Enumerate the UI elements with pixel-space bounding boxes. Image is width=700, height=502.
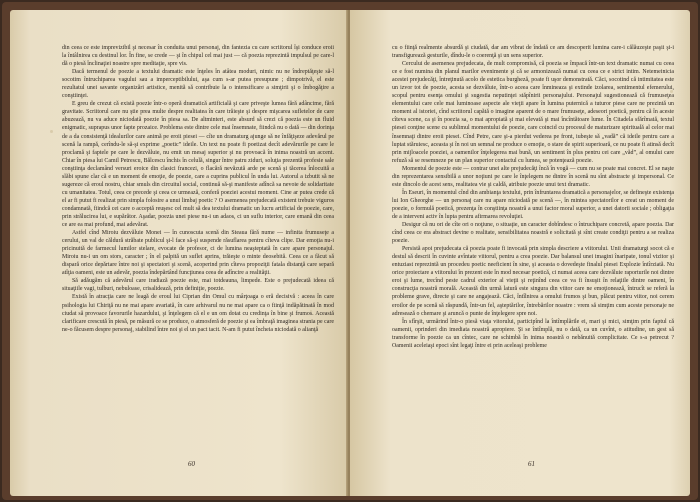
paper-speck (50, 130, 53, 133)
paragraph: Persistă apoi prejudecata că poezia poate fi invocată prin simpla descriere a viitorului. Unii dramaturgi socot că e destul să descrii în cuvinte avîntate viitorul, pentru a crea poezie. Dar balansul unei imagini înaripate, tonul vizitor şi entuziast reprezintă un procedeu poetic neeficient în sine, şi aceasta o dovedeşte finalul piesei Explozie întîrziată. Nu orice proiectare a viitorului în prezent este în mod necesar poetică, ci numai aceea care dezvăluie raporturile noi dintre eroi şi lume, trecînd peste cadrul exterior al vieţii şi reţinînd ceea ce va fi însuşit în relaţiile dintre oameni, în construcţia noastră morală. Această din urmă latură este singura din viitor care ne emoţionează, întrucît se referă la probleme grave, directe şi care ne angajează. Căci, întîlnirea a omului frumos şi bun, plăcut pentru viitor, noi cerem eroilor de pe scenă să răspundă, într-un fel, aşteptărilor, întrebărilor noastre : vrem să simţim cum aceste personaje ne adresează o chemare şi aruncă o punte de înţelegere spre noi. (392, 246, 674, 317)
left-page-text (62, 44, 334, 334)
paragraph: În sfîrşit, urmărind într-o piesă viaţa vitorului, participînd la întîmplările ei, mari şi mici, simţim prin faptul că oamenii, oprinderi din imediata noastră apropiere. Şi se întîmplă, nu o dată, ca un cuvînt, o atitudine, un gest să transforme în poezie ca un cîntec, care ne schimbă în inima noastră o nebănuită complicitate. Ce s-a petrecut ? Oamenii aceleiaşi epoci sînt legaţi între ei prin aceleaşi probleme (392, 318, 674, 349)
paragraph: E greu de crezut că există poezie într-o operă dramatică artificială şi care priveşte lumea fără adâncime, fără gravitate. Scriitorul care nu ştie prea multe despre realitatea în care trăieşte şi despre mişcarea sufletelor de care abuzează, nu va aduce niciodată poezie în piesa sa. De altminteri, este absurd să crezi că poezia este un fluid enigmatic, suprapus unor fapte prozaice. Problema este dintre cele mai însemnate, fiindcă nu o dată — din dorinţa de a da consistenţă idealurilor care animă pe eroii piesei — cîte un dramaturg ajunge să ne înfăţişeze adevărul pe scenă la rampă, cerîndu-le să-şi exprime „poetic” ideile. Un text nu poate fi poetizat decît adevărurile pe care le proclamă şi faptele pe care le dezvăluie, nu emit un mesaj superior şi nu provoacă în inima noastră un accent. Chiar în piesa lui Camil Petrescu, Bălcescu închis în celulă, singur între patru ziduri, soluţia prezentă profesie sale conştiinţa declamând versuri eroice din clasici francezi, o flacără nevăzută arde pe scenă şi tăcerea înlocuită a slăbi spune clar că e un moment de emoţie, de poezie, care a cuprins publicul în unda lui. Autorul a izbutit să ne sugereze că eroul nostru, chiar smuls din circuitul social, continuă să-şi manifeste adîncă sa nevoie de solidaritate cu umanitatea. Totul, ceea ce precede şi ceea ce urmează, conferă poeziei acestui moment. Cine ar putea crede că el ar fi putut fi realizat prin simpla folosire a unui limbaj poetic ? O asemenea prejudecată existent trebuie viguros condamnată, fiindcă cei care o acceptă reuşesc cel mult să dea textului dramatic un lucru artificial de poezie, care, prin strălucirea lui, e supărător. Aşadar, poezia unei piese nu-i un adaos, ci un suflu interior, care emană din ceea ce are ea mai profund, mai adevărat. (62, 101, 334, 229)
page-number-left: 60 (188, 460, 195, 468)
paragraph: Cercului de asemenea prejudecata, de mult compromisă, că poezia se împacă într-un text dramatic numai cu ceea ce e fost numina din planul marilor evenimente şi că se armonizează numai cu ceea ce e strict intim. Netemeinicia acestei prejudecăţi, întreţinută acolo de estetica burgheză, poate fi uşor demonstrată. Căci, socotind că intimitatea este un izvor tot de poezie, acesta se dezvăluie, într-o aceea care înmineaza şi extinde izolarea, sentimentul efemerului, scopul pentru esenţa omului şi sugestia neputinţei stăpînirii personajului. Personajul sugestionează că frumuseţea elementului care cele mai luminoase aspecte ale vieţii apare în lumina puternică a tuturor piese care ne prezintă un moment al istoriei, cînd scriitorul capătă o imagine aparent de o mare frumuseţe, adeseori poetică, pentru că în aceste cîteva scene, ca şi în poezia sa, o mai apropiată şi mai elevată şi mai încîntătoare lume. În Citadela sfărîmată, textul piesei conţine scene cu sublimul momentului de poezie, care coincid cu procesul de maturizare spirituală al celor mai însemnaţi dintre eroii piesei. Cînd Petre, care şi-a pierdut vederea pe front, iubeşte să „vadă” că ideile pentru care a luptat stăruiesc, aceasta şi în noi un semnal ne produce o emoţie, o stare de spirit superioară, ce nu poate fi atinsă decît prin mijloacele poeziei, a oamenilor înţelegerea mai bună, un sentiment în plus pentru cei care „văd”, al omului care refuză să se resemneze pe un plan superior contactul cu lumea, se potenţează poezie. (392, 61, 674, 164)
right-page-text (392, 44, 674, 350)
paragraph: Există în atracţia care ne leagă de eroul lui Ciprian din Omul cu mârţoaga o eră decisivă : aceea în care psihologia lui Chiriţă nu ne mai apare avariată, în care arhivarul nu ne mai apare ca o fiinţă indăpătinată în mod ciudat să provoace favorurile hazardului, şi înţelegem că el e un om dotat cu credinţa în bine şi frumos. Această clarificare crescută în piesă, pe măsură ce se produce, o atmosferă de poezie şi ea îmbraţă imaginea strania pe care ne-o făcusem despre personaj, stabilind între noi şi el un pact tacit. N-am fi putut încheia niciodată o alianţă (62, 294, 334, 333)
page-number-right: 61 (528, 460, 535, 468)
book-spread (2, 2, 698, 500)
paragraph: În Eseuri, în momentul cînd din ambianţa textului, prin înfruntarea dramatică a personajelor, se defineşte existenţa lui Ion Gheorghe — un personaj care nu apare niciodată pe scenă —, în mintea spectatorilor e creat un moment de poezie, o formulă poetică, prezenţa în conştiinţa noastră a unui factor moral superior, a unei datorii sociale ; obligaţia de a interveni activ în lupta pentru afirmarea revoluţiei. (392, 189, 674, 220)
paragraph: din ceea ce este imprevizibil şi necesar în conduita unui personaj, din fantezia cu care scriitorul îşi conduce eroii la întâlnirea cu destinul lor. În fine, se crede — şi în chipul cel mai just — că poezia reprezintă impulsul pe care-l dă o piesă înclinaţiei noastre spre meditaţie, spre vis. (62, 45, 334, 68)
paragraph: Dacă termenul de poezie a textului dramatic este înţeles în atâtea moduri, nimic nu ne îndreptăţeşte să-l socotim întruchiparea vagului sau a imperceptibilului, aşa cum s-ar putea presupune ; dimpotrivă, el este rezultatul unei savante organizări artistice, menită să contribuie la o intensificare a simţirii şi o îmbogăţire a conştiinţei. (62, 69, 334, 100)
paragraph: Să adăugăm că adevărul care iradiază poezie este, mai totdeauna, limpede. Este o prejudecată ideea că situaţiile vagi, tulburi, nebuloase, crisalidează, prin definiţie, poezie. (62, 278, 334, 293)
paragraph: Momentul de poezie este — contrar unei alte prejudecăţi încă în vogă — cum nu se poate mai concret. El se naşte din reprezentarea sensibilă a unor noţiuni pe care le înţelegem ne dintre în scenă nu sînt abstracte şi impersonal. Ce este dincolo de acest sens, realitatea vie şi caldă, atribuie poezie unui text dramatic. (392, 165, 674, 188)
right-page (350, 10, 690, 496)
paragraph: Desigur că nu ori de cîte ori o noţiune, o situaţie, un caracter dobîndesc o întruchipare concretă, apare poezia. Dar cînd ceea ce era abstract devine o realitate, sensibilitatea noastră e solicitată şi sînt create condiţii pentru a se realiza poezie. (392, 222, 674, 245)
paragraph: Astfel cînd Miroiu dezvăluie Monei — în cunoscuta scenă din Steaua fără nume — infinita frumuseţe a cerului, un val de căldură străbate publicul şi-l face să-şi suspende răsuflarea pentru cîteva clipe. Dar emoţia nu-i pricinuită de farmecul lumilor stelare, evocate de profesor, ci de lumina neaşteptată în care apare personajul. Miroiu nu-i un om stors, caracter ; în el palpită un suflet aprins, trăieşte o minte deosebită. Ceea ce a făcut să dispară orice depărtare între noi şi spectatori şi scenă, acoperind prin cîteva propoziţii fatala distanţă care separă atîţia oameni, este un adevăr, poezia îndepărtând funcţiunea ceea de adîncire a realităţii. (62, 230, 334, 277)
left-page (10, 10, 348, 496)
paragraph: cu o fiinţă realmente absurdă şi ciudată, dar am vibrat de îndată ce am descoperit lumina care-i călăuzeşte paşii şi-i transfigurează gesturile, dîndu-le o coerenţă şi un sens superior. (392, 45, 674, 60)
